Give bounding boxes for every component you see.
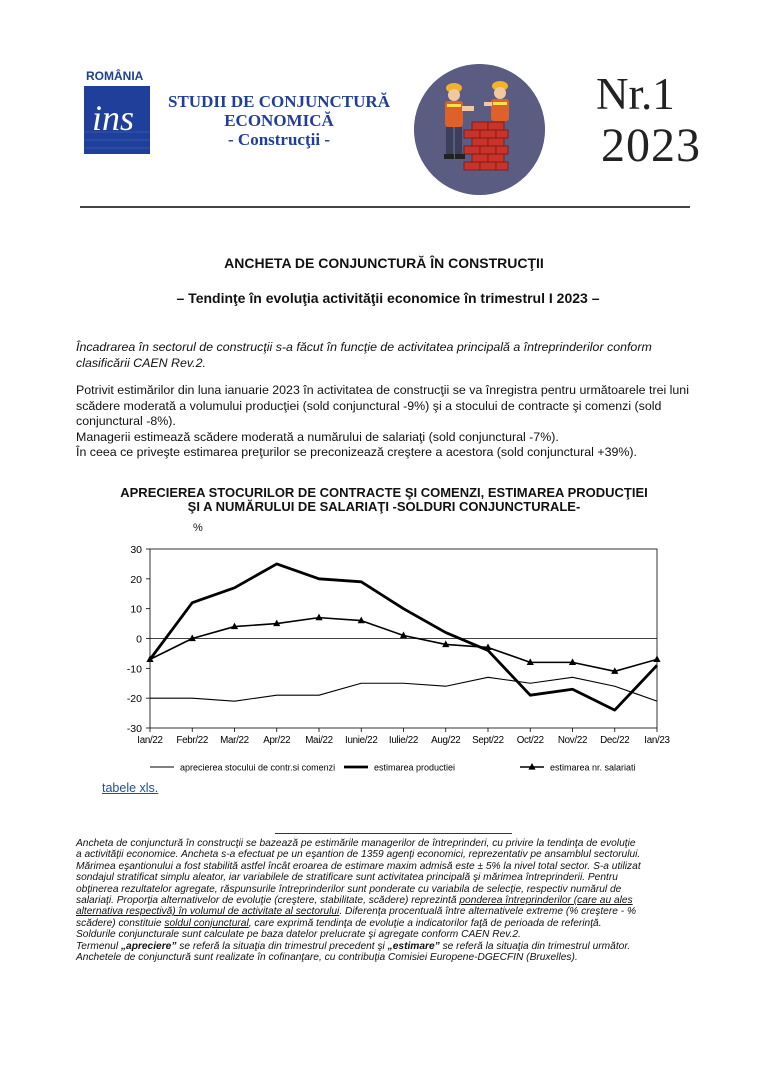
x-tick-label: Iulie/22 [388, 735, 419, 746]
line-chart [100, 534, 680, 789]
footnote-line [76, 895, 712, 906]
xls-tables-link[interactable]: tabele xls. [102, 781, 159, 795]
footnote-line: Mărimea eşantionului a fost stabilită astfel încât eroarea de estimare maxim admisă este ± 5% la nivel total sector. S-a utilizat [76, 860, 641, 872]
footnote-line: Soldurile conjuncturale sunt calculate pe baza datelor prelucrate şi agregate conform CAEN Rev.2. [76, 929, 521, 941]
footnote-text: . Diferenţa procentuală între alternativele extreme (% creştere - % [339, 906, 637, 918]
logo-text: ins [92, 98, 135, 138]
x-tick-label: Sept/22 [472, 735, 504, 746]
footnote-line: a activităţii economice. Ancheta s-a efectuat pe un eşantion de 1359 agenţi economici, reprezentativ pe ansamblul sectorului. [76, 849, 641, 861]
ins-logo [84, 86, 150, 154]
x-tick-label: Oct/22 [516, 735, 544, 746]
footnote-bold-term: „apreciere” [120, 940, 177, 952]
data-point-marker [653, 655, 660, 662]
x-tick-label: Apr/22 [263, 735, 291, 746]
footnote-text: se referă la situaţia din trimestrul următor. [439, 940, 631, 952]
publication-title-line3: - Construcţii - [228, 130, 330, 149]
footnote-underlined-text: soldul conjunctural [164, 917, 249, 929]
y-tick-label: -20 [126, 693, 142, 706]
document-subtitle: – Tendinţe în evoluţia activităţii economice în trimestrul I 2023 – [176, 290, 600, 306]
publication-title [148, 92, 410, 149]
y-tick-label: 20 [130, 573, 142, 586]
methodology-footnote [76, 838, 712, 963]
intro-line: Încadrarea în sectorul de construcţii s-a făcut în funcţie de activitatea principală a întreprinderilor conform [76, 340, 652, 354]
body-line: Potrivit estimărilor din luna ianuarie 2023 în activitatea de construcţii se va înregistra pentru următoarele trei luni [76, 383, 689, 397]
footnote-underlined-text: alternativa respectivă) în volumul de activitate al sectorului [76, 906, 340, 918]
chart-title-line1: APRECIEREA STOCURILOR DE CONTRACTE ŞI COMENZI, ESTIMAREA PRODUCŢIEI [120, 485, 648, 500]
footnote-line: Anchetele de conjunctură sunt realizate în cofinanţare, cu contribuţia Comisiei Europene-DGECFIN (Bruxelles). [76, 952, 578, 964]
issue-year: 2023 [601, 119, 701, 172]
x-tick-label: Nov/22 [557, 735, 588, 746]
x-tick-label: Ian/23 [644, 735, 670, 746]
footnote-text: , care exprimă tendinţa de evoluţie a indicatorilor faţă de perioada de referinţă. [248, 917, 602, 929]
chart-title-line2: ŞI A NUMĂRULUI DE SALARIAŢI -SOLDURI CONJUNCTURALE- [187, 499, 581, 514]
footnote-underlined-text: ponderea întreprinderilor (care au ales [459, 895, 633, 907]
y-tick-label: -10 [126, 663, 142, 676]
y-tick-label: 10 [130, 603, 142, 616]
footnote-text: scădere) constituie [76, 917, 165, 929]
header-divider [80, 206, 690, 208]
x-tick-label: Febr/22 [176, 735, 209, 746]
footnote-text: Termenul [76, 940, 121, 952]
footnote-line [76, 941, 712, 952]
construction-workers-illustration [414, 64, 545, 195]
legend-label: aprecierea stocului de contr.si comenzi [180, 762, 336, 773]
legend-label: estimarea productiei [374, 762, 456, 773]
x-tick-label: Mar/22 [220, 735, 249, 746]
footnote-line [76, 918, 712, 929]
x-tick-label: Dec/22 [600, 735, 630, 746]
footnote-bold-term: „estimare” [387, 940, 440, 952]
y-tick-label: -30 [126, 723, 142, 735]
footnote-line: Ancheta de conjunctură în construcţii se bazează pe estimările managerilor de întreprinderi, cu privire la tendinţa de evoluţie [76, 838, 636, 849]
issue-number: Nr.1 [596, 69, 675, 119]
intro-line: clasificării CAEN Rev.2. [76, 355, 206, 370]
footnote-line: obţinerea rezultatelor agregate, răspunsurile întreprinderilor sunt ponderate cu variabila de selecţie, respectiv numărul de [76, 883, 622, 895]
footnote-text: se referă la situaţia din trimestrul precedent şi [176, 940, 388, 952]
y-tick-label: 30 [130, 544, 142, 556]
x-tick-label: Mai/22 [305, 735, 333, 746]
series-line [150, 677, 657, 701]
body-line: Managerii estimează scădere moderată a numărului de salariaţi (sold conjunctural -7%). [76, 429, 559, 444]
body-line: conjunctural -8%). [76, 414, 176, 428]
body-line: scădere moderată a volumului producţiei (sold conjunctural -9%) şi a stocului de contracte şi comenzi (sold [76, 398, 662, 413]
x-tick-label: Aug/22 [431, 735, 461, 746]
legend-label: estimarea nr. salariati [550, 762, 636, 773]
chart-title [0, 486, 768, 514]
country-label: ROMÂNIA [86, 69, 144, 83]
y-axis-unit: % [193, 522, 203, 534]
data-point-marker [315, 614, 322, 621]
footnote-divider [275, 833, 512, 834]
document-title: ANCHETA DE CONJUNCTURĂ ÎN CONSTRUCŢII [224, 255, 544, 271]
publication-title-line2: ECONOMICĂ [224, 111, 334, 130]
x-tick-label: Ian/22 [137, 735, 163, 746]
series-line [150, 618, 657, 672]
footnote-line [76, 906, 712, 917]
y-tick-label: 0 [136, 633, 142, 646]
footnote-line: sondajul stratificat simplu aleator, iar variabilele de stratificare sunt activitatea principală şi mărimea întreprinderii. Pentru [76, 872, 618, 884]
intro-paragraph [76, 340, 712, 371]
x-tick-label: Iunie/22 [345, 735, 378, 746]
body-paragraph [76, 383, 712, 461]
body-line: În ceea ce priveşte estimarea preţurilor se preconizează creştere a acestora (sold conjunctural +39%). [76, 445, 637, 459]
publication-title-line1: STUDII DE CONJUNCTURĂ [168, 92, 390, 111]
footnote-text: salariaţi. Proporţia alternativelor de evoluţie (creştere, stabilitate, scădere) reprezintă [76, 895, 460, 907]
